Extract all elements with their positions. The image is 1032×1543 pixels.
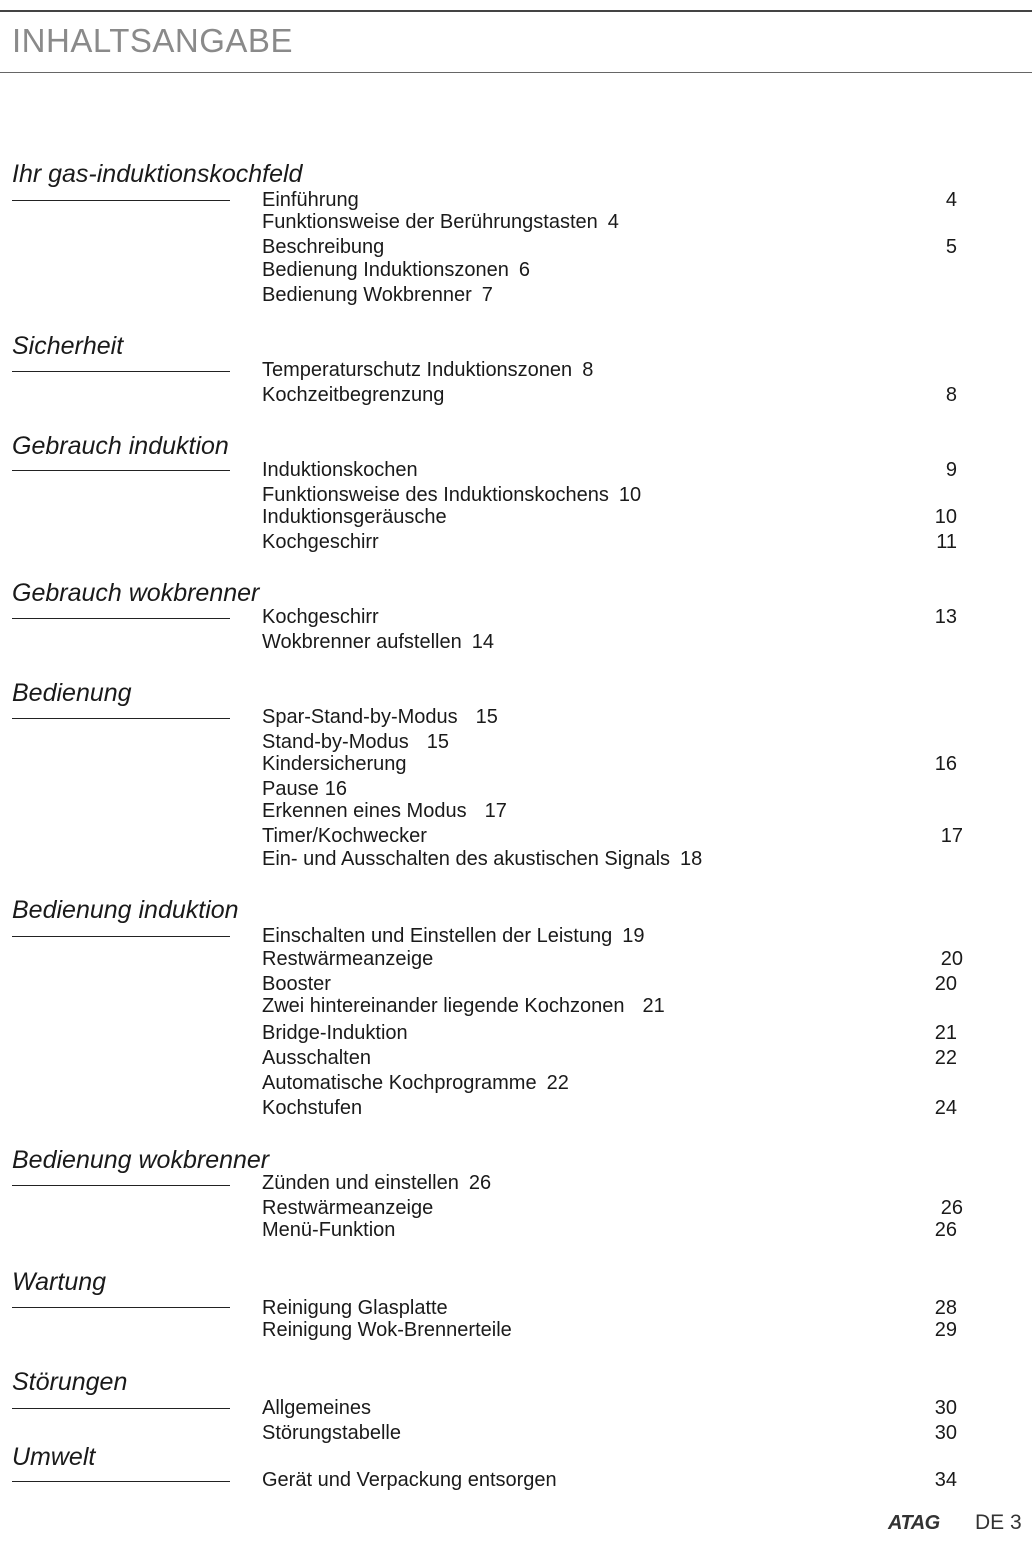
toc-entry-pause[interactable]: Pause 16 <box>262 778 347 800</box>
section-title-bedienung-induktion: Bedienung induktion <box>12 896 239 924</box>
section-rule <box>12 718 230 719</box>
section-title-bedienung: Bedienung <box>12 679 132 707</box>
section-title-stoerungen: Störungen <box>12 1368 128 1396</box>
toc-entry-beschreibung[interactable]: Beschreibung <box>262 236 385 258</box>
toc-entry-erkennen-eines-modus[interactable]: Erkennen eines Modus 17 <box>262 800 507 822</box>
toc-page-number: 4 <box>607 211 619 233</box>
toc-page-number: 16 <box>934 753 957 775</box>
toc-page-number: 11 <box>936 531 957 553</box>
toc-page-number: 18 <box>680 848 703 870</box>
toc-page-number: 6 <box>518 259 530 281</box>
toc-entry-menue-funktion[interactable]: Menü-Funktion <box>262 1219 396 1241</box>
toc-page-number: 26 <box>940 1197 963 1219</box>
toc-entry-wokbrenner-aufstellen[interactable]: Wokbrenner aufstellen 14 <box>262 631 494 653</box>
toc-entry-stoerungstabelle[interactable]: Störungstabelle <box>262 1422 401 1444</box>
toc-entry-bedienung-wokbrenner[interactable]: Bedienung Wokbrenner 7 <box>262 284 493 306</box>
toc-entry-kochgeschirr-wok[interactable]: Kochgeschirr <box>262 606 379 628</box>
toc-entry-induktionsgeraeusche[interactable]: Induktionsgeräusche <box>262 506 447 528</box>
toc-page-number: 14 <box>471 631 494 653</box>
toc-page-number: 9 <box>945 459 957 481</box>
section-title-wartung: Wartung <box>12 1268 107 1296</box>
toc-page-number: 26 <box>934 1219 957 1241</box>
toc-entry-bridge-induktion[interactable]: Bridge-Induktion <box>262 1022 408 1044</box>
header-rule-top <box>0 10 1032 12</box>
toc-page-number: 17 <box>484 800 507 822</box>
toc-entry-kochstufen[interactable]: Kochstufen <box>262 1097 363 1119</box>
toc-entry-temperaturschutz[interactable]: Temperaturschutz Induktionszonen 8 <box>262 359 594 381</box>
toc-entry-booster[interactable]: Booster <box>262 973 331 995</box>
toc-entry-akustisches-signal[interactable]: Ein- und Ausschalten des akustischen Signals 18 <box>262 848 703 870</box>
page-number: DE 3 <box>975 1511 1022 1534</box>
toc-entry-funktionsweise-beruehrungstasten[interactable]: Funktionsweise der Berührungstasten 4 <box>262 211 619 233</box>
section-title-bedienung-wokbrenner: Bedienung wokbrenner <box>12 1146 270 1174</box>
toc-entry-ausschalten[interactable]: Ausschalten <box>262 1047 371 1069</box>
toc-page-number: 22 <box>934 1047 957 1069</box>
section-title-gebrauch-induktion: Gebrauch induktion <box>12 432 229 460</box>
section-title-umwelt: Umwelt <box>12 1443 96 1471</box>
toc-page-number: 16 <box>324 778 347 800</box>
section-title-gebrauch-wokbrenner: Gebrauch wokbrenner <box>12 579 260 607</box>
toc-entry-allgemeines[interactable]: Allgemeines <box>262 1397 371 1419</box>
section-rule <box>12 618 230 619</box>
toc-entry-reinigung-glasplatte[interactable]: Reinigung Glasplatte <box>262 1297 448 1319</box>
toc-page-number: 15 <box>475 706 498 728</box>
toc-page-number: 20 <box>934 973 957 995</box>
toc-page-number: 29 <box>934 1319 957 1341</box>
section-title-ihr-gas-induktionskochfeld: Ihr gas-induktionskochfeld <box>12 160 303 188</box>
toc-page-number: 17 <box>940 825 963 847</box>
section-rule <box>12 1481 230 1482</box>
toc-page-number: 30 <box>934 1397 957 1419</box>
toc-entry-restwaermeanzeige[interactable]: Restwärmeanzeige <box>262 948 434 970</box>
header-rule-bottom <box>0 72 1032 73</box>
toc-entry-stand-by-modus[interactable]: Stand-by-Modus 15 <box>262 731 449 753</box>
toc-entry-spar-stand-by-modus[interactable]: Spar-Stand-by-Modus 15 <box>262 706 498 728</box>
toc-page-number: 8 <box>945 384 957 406</box>
toc-entry-geraet-entsorgen[interactable]: Gerät und Verpackung entsorgen <box>262 1469 557 1491</box>
toc-page-number: 10 <box>618 484 642 506</box>
section-rule <box>12 1185 230 1186</box>
section-rule <box>12 470 230 471</box>
toc-page-number: 28 <box>934 1297 957 1319</box>
page-title: INHALTSANGABE <box>12 22 293 59</box>
section-title-sicherheit: Sicherheit <box>12 332 124 360</box>
toc-page-number: 21 <box>642 995 665 1017</box>
toc-entry-restwaermeanzeige-wok[interactable]: Restwärmeanzeige <box>262 1197 434 1219</box>
toc-entry-timer-kochwecker[interactable]: Timer/Kochwecker <box>262 825 427 847</box>
toc-page-number: 8 <box>582 359 594 381</box>
toc-entry-zwei-kochzonen[interactable]: Zwei hintereinander liegende Kochzonen 21 <box>262 995 665 1017</box>
toc-entry-einschalten-leistung[interactable]: Einschalten und Einstellen der Leistung 19 <box>262 925 645 947</box>
toc-page-number: 20 <box>940 948 963 970</box>
section-rule <box>12 936 230 937</box>
toc-page-number: 19 <box>622 925 645 947</box>
toc-page-number: 4 <box>945 189 957 211</box>
toc-entry-automatische-kochprogramme[interactable]: Automatische Kochprogramme 22 <box>262 1072 569 1094</box>
toc-page-number: 10 <box>934 506 957 528</box>
toc-page-number: 24 <box>934 1097 957 1119</box>
section-rule <box>12 1307 230 1308</box>
toc-entry-funktionsweise-induktionskochens[interactable]: Funktionsweise des Induktionskochens 10 <box>262 484 642 506</box>
toc-entry-einfuehrung[interactable]: Einführung <box>262 189 359 211</box>
toc-entry-reinigung-wok-brennerteile[interactable]: Reinigung Wok-Brennerteile <box>262 1319 512 1341</box>
toc-page-number: 26 <box>468 1172 492 1194</box>
toc-page-number: 30 <box>934 1422 957 1444</box>
section-rule <box>12 371 230 372</box>
brand-logo: ATAG <box>888 1512 940 1534</box>
toc-page-number: 22 <box>546 1072 569 1094</box>
toc-entry-zuenden-einstellen[interactable]: Zünden und einstellen 26 <box>262 1172 492 1194</box>
toc-page-number: 13 <box>934 606 957 628</box>
toc-page-number: 34 <box>934 1469 957 1491</box>
toc-page-number: 5 <box>945 236 957 258</box>
section-rule <box>12 200 230 201</box>
section-rule <box>12 1408 230 1409</box>
toc-entry-bedienung-induktionszonen[interactable]: Bedienung Induktionszonen 6 <box>262 259 530 281</box>
toc-entry-kochgeschirr[interactable]: Kochgeschirr <box>262 531 379 553</box>
toc-entry-kochzeitbegrenzung[interactable]: Kochzeitbegrenzung <box>262 384 445 406</box>
toc-page-number: 7 <box>481 284 493 306</box>
toc-entry-induktionskochen[interactable]: Induktionskochen <box>262 459 418 481</box>
toc-page-number: 15 <box>426 731 449 753</box>
toc-entry-kindersicherung[interactable]: Kindersicherung <box>262 753 407 775</box>
toc-page-number: 21 <box>934 1022 957 1044</box>
